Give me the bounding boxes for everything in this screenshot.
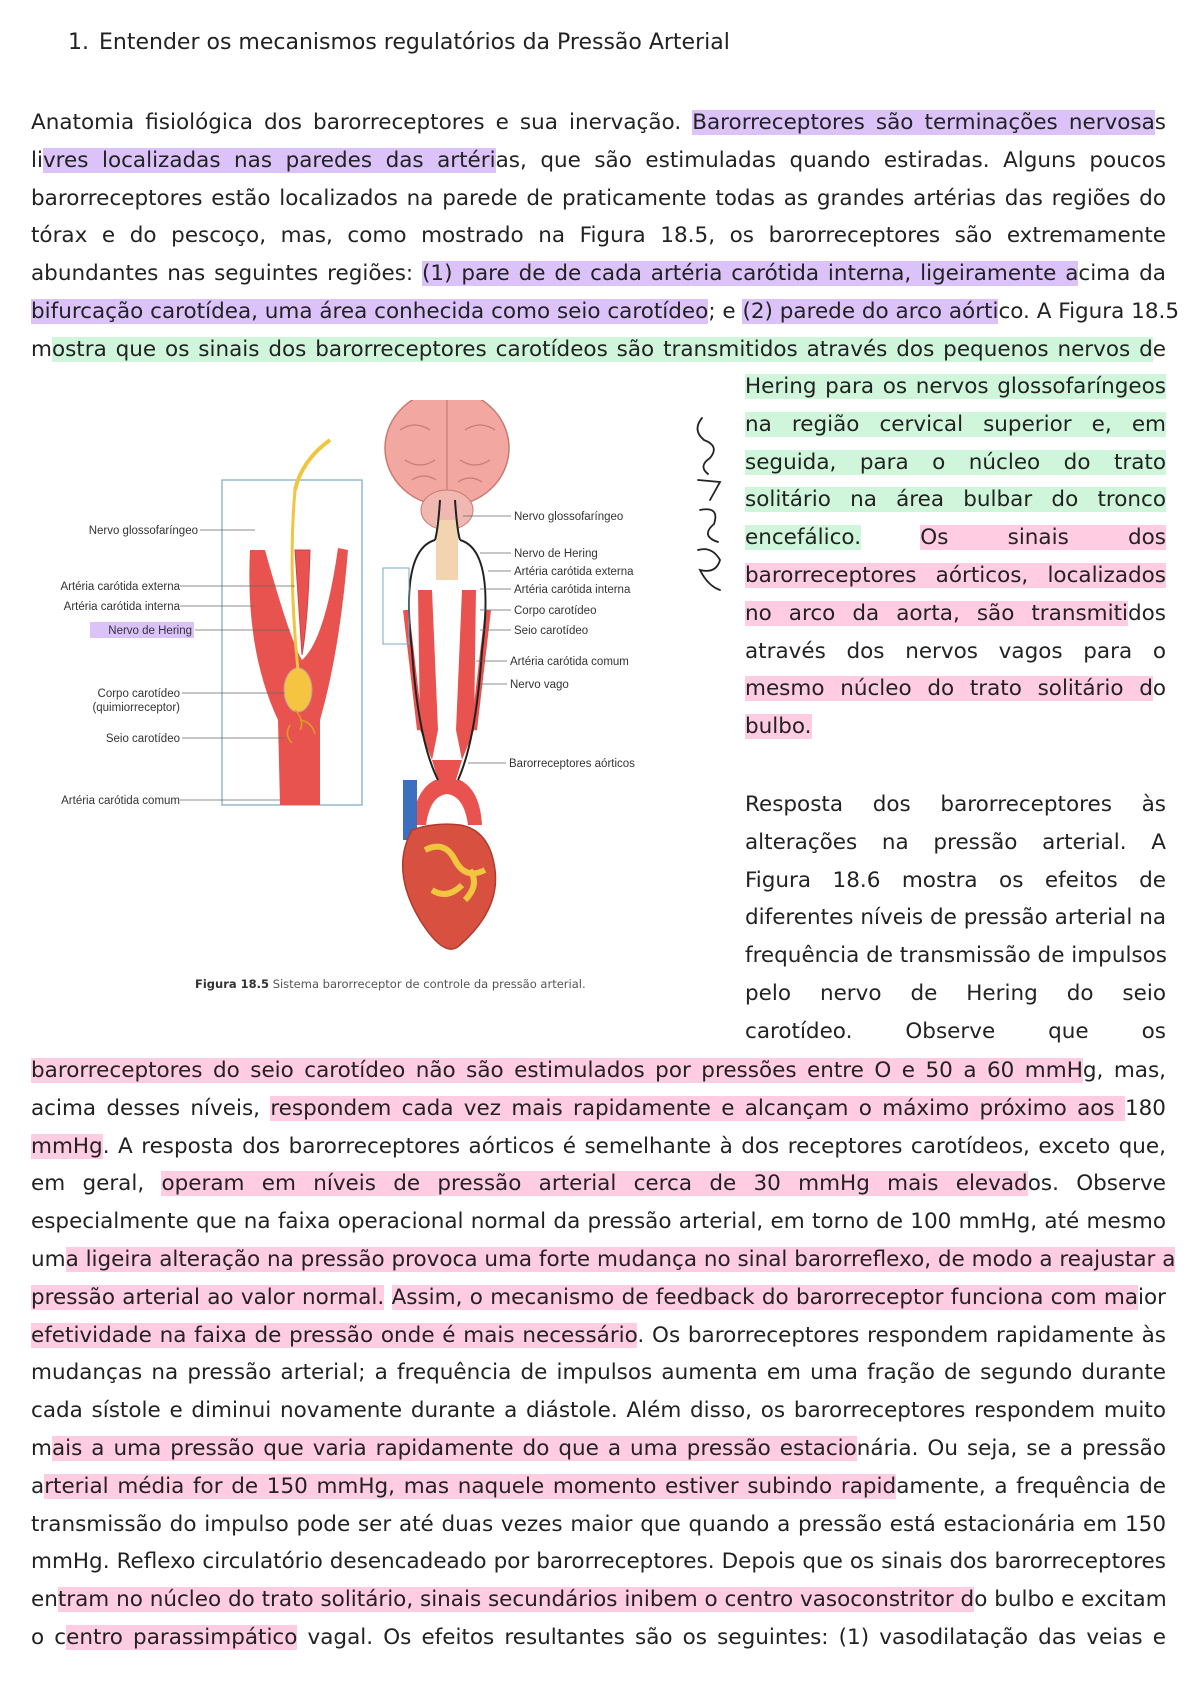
highlighted-text: rterial média for de 150 mmHg, mas naquele momento estiver subindo rapid [44,1473,897,1499]
highlighted-text: barorreceptores aórticos, localizados [745,562,1166,588]
text-run: ; e [708,298,743,324]
para4-line [31,1090,1166,1128]
highlighted-text: (2) parede do arco aórti [742,298,999,324]
left-label-ext: Artéria carótida externa [60,581,180,593]
text-run: acima desses níveis, [31,1095,271,1121]
para4-line [31,1543,1166,1581]
text-run: frequência de transmissão de impulsos [745,943,1167,969]
text-run: transmissão do impulso pode ser até duas vezes maior que quando a pressão está estacionária em 150 [31,1511,1166,1537]
text-run: pelo nervo de Hering do seio [745,980,1166,1006]
para4-line [31,1581,1166,1619]
right-label-hering: Nervo de Hering [514,548,598,560]
highlighted-text: Os sinais dos [920,525,1166,551]
para4-line [31,1354,1166,1392]
para4-line [31,1241,1176,1279]
para2-line [745,557,1166,595]
heading-number: 1. [68,30,89,55]
text-run: as, que são estimuladas quando estiradas. Alguns poucos [495,147,1166,173]
para4-line [31,1468,1166,1506]
para1-line [31,180,1166,218]
right-label-corpo: Corpo carotídeo [514,605,597,617]
para1-line [31,255,1166,293]
right-label-comum: Artéria carótida comum [510,656,629,668]
para4-line [31,1430,1166,1468]
para2-line [745,406,1166,444]
text-run: 180 [1124,1095,1166,1121]
text-run: barorreceptores estão localizados na parede de praticamente todas as grandes artérias das regiões do [31,185,1166,211]
para1-line [31,293,1180,331]
paragraph-pressure-response [31,1052,1176,1657]
text-run: especialmente que na faixa operacional normal da pressão arterial, em torno de 100 mmHg, até mesmo [31,1209,1166,1235]
right-label-seio: Seio carotídeo [514,625,589,637]
text-run: co. A Figura 18.5 [998,298,1180,324]
highlighted-text: ostra que os sinais dos barorreceptores carotídeos são transmitidos através dos pequenos nervos d [51,336,1153,362]
text-run: tórax e do pescoço, mas, como mostrado na Figura 18.5, os barorreceptores são extremamente [31,223,1166,249]
highlighted-text: solitário na área bulbar do tronco [745,487,1166,513]
heading-text: Entender os mecanismos regulatórios da Pressão Arterial [99,30,730,55]
left-label-glosso: Nervo glossofaríngeo [88,525,198,537]
para1-line [31,142,1166,180]
text-run: a [31,1473,45,1499]
text-run: o [1152,676,1166,702]
right-label-aorticos: Barorreceptores aórticos [509,758,635,770]
highlighted-text: vres localizadas nas paredes das artéri [42,147,496,173]
para2-line [745,595,1166,633]
paragraph-hering-column [745,368,1166,746]
para2-line [745,670,1166,708]
para3-line [745,786,1166,824]
left-label-seio: Seio carotídeo [105,733,180,745]
highlighted-text: seguida, para o núcleo do trato [745,449,1166,475]
para4-line [31,1392,1166,1430]
text-run: dos [1127,600,1166,626]
highlighted-text: pressão arterial ao valor normal. [31,1284,385,1310]
para4-line [31,1052,1166,1090]
text-run: Resposta dos barorreceptores às [745,792,1166,817]
right-label-ext: Artéria carótida externa [514,566,634,578]
para3-line [745,824,1166,862]
text-run: amente, a frequência de [896,1473,1166,1499]
text-run: vagal. Os efeitos resultantes são os seguintes: (1) vasodilatação das veias e [297,1624,1166,1650]
para4-line [31,1128,1166,1166]
left-label-hering: Nervo de Hering [108,625,192,637]
para2-line [745,633,1166,671]
heart-illustration [403,824,496,949]
highlighted-text: barorreceptores do seio carotídeo não são estimulados por pressões entre O e 50 a 60 mmH [31,1058,1083,1083]
para3-line [745,899,1166,937]
para1-line [31,331,1166,369]
para2-line [745,444,1166,482]
para4-line [31,1203,1166,1241]
para3-line [745,975,1166,1013]
figure-caption-text: Sistema barorreceptor de controle da pressão arterial. [272,977,586,991]
para2-line [745,708,1166,746]
text-run: mudanças na pressão arterial; a frequência de impulsos aumenta em uma fração de segundo durante [31,1360,1166,1386]
text-run: carotídeo. Observe que os [745,1018,1166,1044]
text-run: . A resposta dos barorreceptores aórticos é semelhante à dos receptores carotídeos, exceto que, [102,1133,1166,1159]
left-label-corpo: Corpo carotídeo [97,688,180,700]
highlighted-text: mesmo núcleo do trato solitário d [745,676,1153,702]
highlighted-text: respondem cada vez mais rapidamente e alcançam o máximo próximo aos [270,1095,1125,1121]
highlighted-text: bifurcação carotídea, uma área conhecida como seio carotídeo [31,298,709,324]
handwritten-note [690,410,734,600]
text-run: um [31,1246,66,1272]
highlighted-text: mmHg [31,1133,103,1159]
highlighted-text: na região cervical superior e, em [745,411,1166,437]
right-label-vago: Nervo vago [510,679,569,691]
para4-line [31,1165,1166,1203]
highlighted-text: a ligeira alteração na pressão provoca uma forte mudança no sinal barorreflexo, de modo a reajustar a [65,1246,1176,1272]
para3-line [745,862,1166,900]
right-label-int: Artéria carótida interna [514,584,631,596]
text-run: e [1152,336,1166,362]
figure-caption-label: Figura 18.5 [195,977,270,991]
figure-caption [195,977,586,991]
para1-line [31,217,1166,255]
para4-line [31,1506,1166,1544]
left-label-int: Artéria carótida interna [63,601,180,613]
baroreceptor-figure [40,400,710,1000]
text-run: o bulbo e excitam [974,1587,1167,1613]
text-run: g, mas, [1082,1058,1166,1083]
text-run: o c [31,1624,67,1650]
highlighted-text: efetividade na faixa de pressão onde é mais necessário [31,1322,638,1348]
text-run: m [31,336,52,362]
para3-line [745,937,1166,975]
text-run: en [31,1587,58,1613]
text-run: Anatomia fisiológica dos barorreceptores e sua inervação. [31,110,693,135]
paragraph-anatomy [31,104,1180,369]
para1-line [31,104,1166,142]
paragraph-response-column [745,786,1166,1051]
text-run: mmHg. Reflexo circulatório desencadeado por barorreceptores. Depois que os sinais dos barorreceptores [31,1549,1166,1575]
right-label-glosso: Nervo glossofaríngeo [514,511,624,523]
text-run: diferentes níveis de pressão arterial na [745,905,1166,931]
para3-line [745,1013,1166,1051]
text-run: através dos nervos vagos para o [745,638,1166,664]
text-run: em geral, [31,1171,162,1197]
text-run: alterações na pressão arterial. A [745,829,1166,855]
text-run: m [31,1435,52,1461]
para4-line [31,1619,1166,1657]
text-run: ior [1138,1284,1166,1310]
highlighted-text: Barorreceptores são terminações nervosa [692,110,1155,135]
text-run: s [1154,110,1166,135]
left-label-comum: Artéria carótida comum [61,795,180,807]
page-heading [68,30,730,55]
text-run: Figura 18.6 mostra os efeitos de [745,867,1166,893]
para2-line [745,368,1166,406]
highlighted-text: encefálico. [745,525,862,551]
text-run [384,1285,391,1310]
para4-line [31,1317,1166,1355]
text-run: . Os barorreceptores respondem rapidamente às [637,1322,1166,1348]
text-run: abundantes nas seguintes regiões: [31,261,423,287]
highlighted-text: Hering para os nervos glossofaríngeos [745,374,1166,399]
text-run: li [31,147,43,173]
left-label-corpo-sub: (quimiorreceptor) [92,702,180,714]
text-run: os. Observe [1027,1171,1166,1197]
text-run: cima da [1078,261,1166,287]
text-run: cada sístole e diminui novamente durante a diástole. Além disso, os barorreceptores respondem muito [31,1398,1166,1424]
para2-line [745,481,1166,519]
highlighted-text: ais a uma pressão que varia rapidamente do que a uma pressão estacio [51,1435,857,1461]
small-inset-boxes [383,568,409,644]
highlighted-text: operam em níveis de pressão arterial cerca de 30 mmHg mais elevad [161,1171,1028,1197]
text-run [861,525,920,550]
text-run: nária. Ou seja, se a pressão [856,1435,1166,1461]
highlighted-text: no arco da aorta, são transmiti [745,600,1128,626]
highlighted-text: (1) pare de de cada artéria carótida interna, ligeiramente a [422,261,1079,287]
highlighted-text: tram no núcleo do trato solitário, sinais secundários inibem o centro vasoconstritor d [57,1587,975,1613]
highlighted-text: Assim, o mecanismo de feedback do barorreceptor funciona com ma [391,1284,1139,1310]
para2-line [745,519,1166,557]
highlighted-text: entro parassimpático [66,1624,298,1650]
highlighted-text: bulbo. [745,714,812,740]
para4-line [31,1279,1166,1317]
